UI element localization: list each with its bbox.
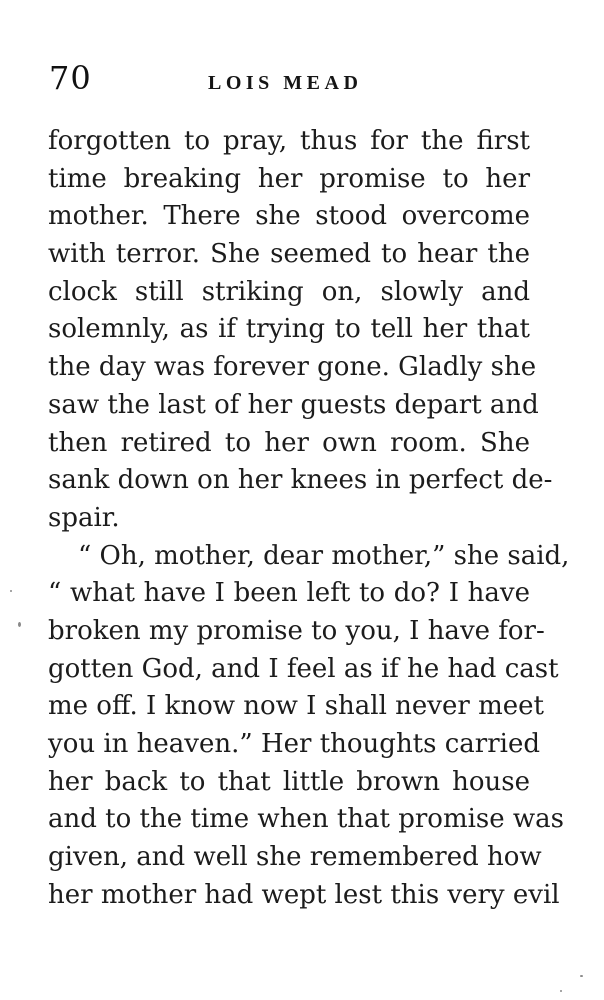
- text-line: “ what have I been left to do? I have: [48, 578, 530, 609]
- text-line: forgotten to pray, thus for the first: [48, 126, 530, 156]
- text-line: you in heaven.” Her thoughts carried: [48, 729, 541, 759]
- paper-speck: [580, 975, 583, 977]
- text-line: and to the time when that promise was: [48, 804, 565, 835]
- text-line: clock still striking on, slowly and: [48, 276, 530, 307]
- body-text: [48, 123, 570, 914]
- text-line: sank down on her knees in perfect de-: [48, 465, 553, 496]
- text-line: given, and well she remembered how: [48, 842, 542, 873]
- text-line: solemnly, as if trying to tell her that: [48, 314, 530, 345]
- text-line: spair.: [48, 502, 120, 533]
- page-number: 70: [49, 59, 92, 97]
- text-line: “ Oh, mother, dear mother,” she said,: [78, 540, 570, 571]
- text-line: the day was forever gone. Gladly she: [48, 352, 537, 383]
- text-line: broken my promise to you, I have for-: [48, 615, 545, 646]
- running-title: LOIS MEAD: [208, 72, 363, 94]
- text-line: me off. I know now I shall never meet: [48, 691, 544, 722]
- text-line: gotten God, and I feel as if he had cast: [48, 653, 559, 684]
- text-line: time breaking her promise to her: [48, 163, 530, 194]
- paper-speck: [18, 622, 21, 627]
- paper-speck: [560, 990, 562, 992]
- text-line: saw the last of her guests depart and: [48, 389, 539, 420]
- paper-speck: [10, 590, 12, 592]
- text-line: mother. There she stood overcome: [48, 201, 530, 232]
- text-line: with terror. She seemed to hear the: [48, 239, 530, 270]
- text-line: her mother had wept lest this very evil: [48, 879, 560, 910]
- text-line: then retired to her own room. She: [48, 427, 530, 458]
- text-line: her back to that little brown house: [48, 766, 530, 797]
